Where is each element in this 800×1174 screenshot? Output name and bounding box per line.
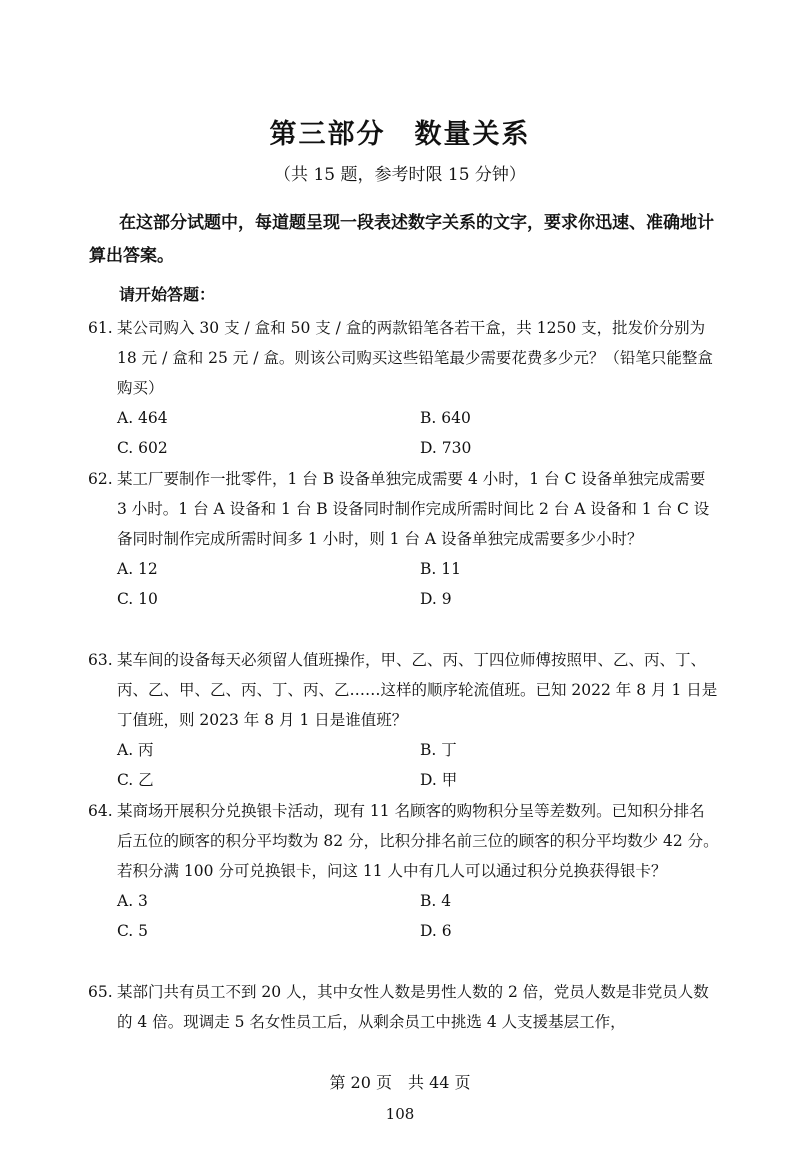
option-b[interactable]: B. 丁 <box>420 741 457 759</box>
question-text: 某工厂要制作一批零件，1 台 B 设备单独完成需要 4 小时，1 台 C 设备单独完成需要 3 小时。1 台 A 设备和 1 台 B 设备同时制作完成所需时间比 2 台 A 设备和 1 台 C 设备同时制作完成所需时间多 1 小时，则 1 台 A 设备单独完成需要多少小时？ <box>117 470 710 548</box>
options <box>117 403 720 463</box>
section-subtitle: （共 15 题，参考时限 15 分钟） <box>274 165 526 185</box>
question-63 <box>88 645 720 795</box>
option-a[interactable]: A. 3 <box>117 892 148 910</box>
page-number: 108 <box>385 1105 415 1123</box>
question-text: 某车间的设备每天必须留人值班操作，甲、乙、丙、丁四位师傅按照甲、乙、丙、丁、丙、乙、甲、乙、丙、丁、丙、乙……这样的顺序轮流值班。已知 2022 年 8 月 1 日是丁值班，则 2023 年 8 月 1 日是谁值班？ <box>117 651 718 729</box>
option-b[interactable]: B. 11 <box>420 560 461 578</box>
section-intro: 在这部分试题中，每道题呈现一段表述数字关系的文字，要求你迅速、准确地计算出答案。 <box>89 213 714 266</box>
option-c[interactable]: C. 602 <box>117 439 168 457</box>
question-number: 63. <box>88 651 113 669</box>
start-prompt: 请开始答题： <box>119 285 216 304</box>
question-number: 62. <box>88 470 113 488</box>
option-b[interactable]: B. 640 <box>420 409 471 427</box>
options <box>117 735 720 795</box>
page-info: 第 20 页 共 44 页 <box>329 1073 471 1092</box>
option-c[interactable]: C. 乙 <box>117 771 154 789</box>
option-d[interactable]: D. 9 <box>420 590 452 608</box>
option-a[interactable]: A. 12 <box>117 560 158 578</box>
option-c[interactable]: C. 10 <box>117 590 158 608</box>
question-number: 64. <box>88 802 113 820</box>
question-text: 某部门共有员工不到 20 人，其中女性人数是男性人数的 2 倍，党员人数是非党员人数的 4 倍。现调走 5 名女性员工后，从剩余员工中挑选 4 人支援基层工作， <box>117 983 709 1031</box>
section-title: 第三部分 数量关系 <box>269 119 531 150</box>
question-text: 某公司购入 30 支 / 盒和 50 支 / 盒的两款铅笔各若干盒，共 1250 支，批发价分别为 18 元 / 盒和 25 元 / 盒。则该公司购买这些铅笔最少需要花费多少元？（铅笔只能整盒购买） <box>117 319 713 397</box>
question-number: 65. <box>88 983 113 1001</box>
option-a[interactable]: A. 464 <box>117 409 168 427</box>
question-text: 某商场开展积分兑换银卡活动，现有 11 名顾客的购物积分呈等差数列。已知积分排名后五位的顾客的积分平均数为 82 分，比积分排名前三位的顾客的积分平均数少 42 分。若积分满 100 分可兑换银卡，问这 11 人中有几人可以通过积分兑换获得银卡？ <box>117 802 719 880</box>
question-65 <box>88 977 720 1037</box>
question-62 <box>88 464 720 614</box>
option-d[interactable]: D. 甲 <box>420 771 458 789</box>
question-61 <box>88 313 720 463</box>
options <box>117 554 720 614</box>
question-number: 61. <box>88 319 113 337</box>
option-b[interactable]: B. 4 <box>420 892 452 910</box>
option-c[interactable]: C. 5 <box>117 922 149 940</box>
options <box>117 886 720 946</box>
question-64 <box>88 796 720 946</box>
option-d[interactable]: D. 730 <box>420 439 472 457</box>
option-d[interactable]: D. 6 <box>420 922 452 940</box>
option-a[interactable]: A. 丙 <box>117 741 154 759</box>
